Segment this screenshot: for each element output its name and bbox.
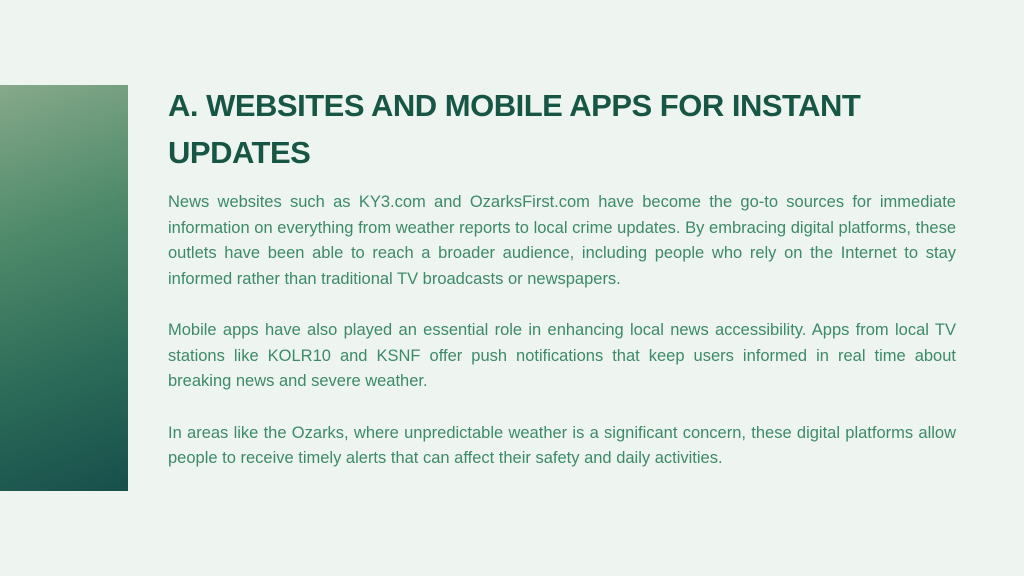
body-paragraph-news-websites: News websites such as KY3.com and OzarksFirst.com have become the go-to sources for immediate information on everything from weather reports to local crime updates. By embracing digital platforms, these outlets have been able to reach a broader audience, including people who rely on the Internet to stay informed rather than traditional TV broadcasts or newspapers. — [168, 193, 956, 288]
decorative-gradient-bar — [0, 85, 128, 491]
body-paragraph-ozarks-alerts: In areas like the Ozarks, where unpredictable weather is a significant concern, these digital platforms allow people to receive timely alerts that can affect their safety and daily activities. — [168, 423, 956, 467]
slide-title: A. WEBSITES AND MOBILE APPS FOR INSTANT UPDATES — [168, 88, 861, 170]
body-paragraph-mobile-apps: Mobile apps have also played an essential role in enhancing local news accessibility. Apps from local TV stations like KOLR10 and KSNF offer push notifications that keep users informed in real time about breaking news and severe weather. — [168, 321, 956, 390]
slide-content — [168, 82, 956, 472]
